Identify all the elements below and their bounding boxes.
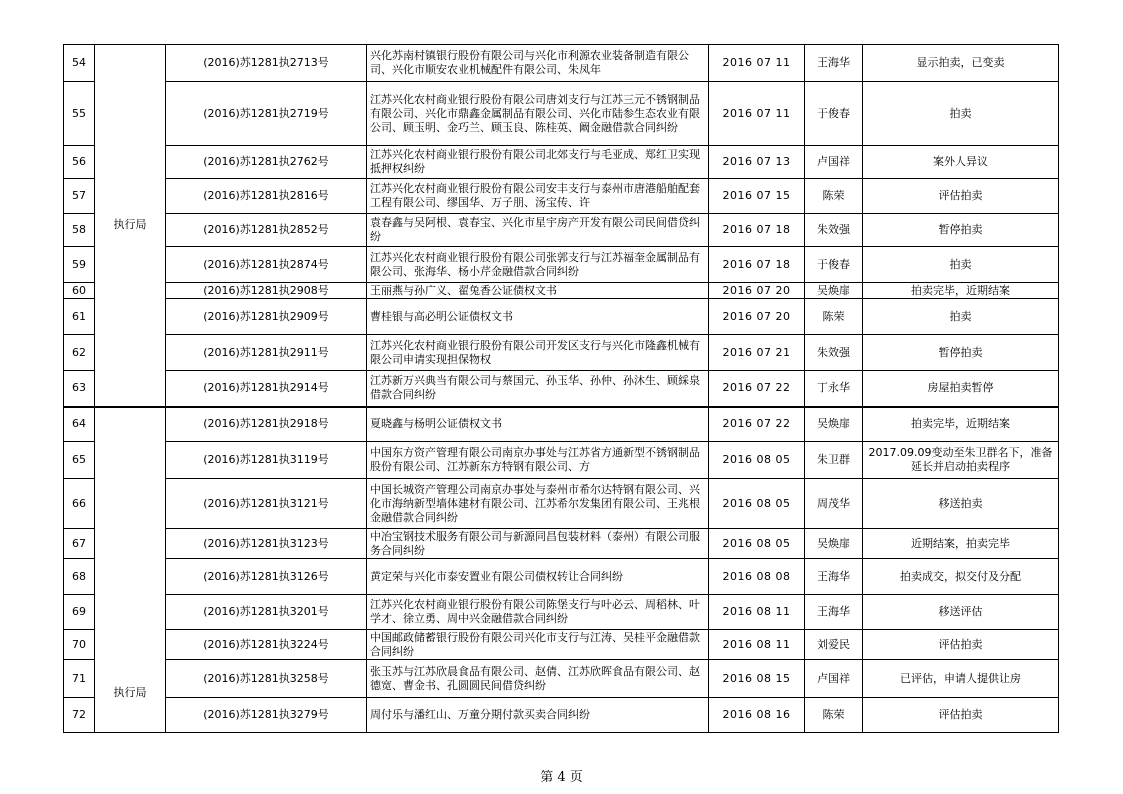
parties-text: 江苏兴化农村商业银行股份有限公司北郊支行与毛亚成、郑红卫实现抵押权纠纷 bbox=[370, 148, 700, 175]
case-number: (2016)苏1281执2918号 bbox=[166, 407, 367, 442]
parties-cell bbox=[367, 247, 709, 283]
status-cell: 评估拍卖 bbox=[863, 179, 1059, 214]
table-row bbox=[64, 247, 1059, 283]
table-row bbox=[64, 529, 1059, 559]
table-row bbox=[64, 630, 1059, 660]
parties-text: 江苏兴化农村商业银行股份有限公司开发区支行与兴化市隆鑫机械有限公司申请实现担保物权 bbox=[370, 338, 700, 366]
judge-name: 王海华 bbox=[805, 45, 863, 82]
parties-text: 中国长城资产管理公司南京办事处与泰州市希尔达特钢有限公司、兴化市海纳新型墙体建材有限公司、江苏希尔发集团有限公司、王兆根金融借款合同纠纷 bbox=[370, 482, 700, 524]
parties-cell bbox=[367, 630, 709, 660]
filing-date: 2016 07 18 bbox=[709, 214, 805, 247]
parties-text: 中冶宝钢技术服务有限公司与新源同昌包装材料（泰州）有限公司服务合同纠纷 bbox=[370, 529, 700, 557]
case-number: (2016)苏1281执3119号 bbox=[166, 442, 367, 479]
case-number: (2016)苏1281执2911号 bbox=[166, 335, 367, 371]
parties-cell bbox=[367, 335, 709, 371]
judge-name: 王海华 bbox=[805, 595, 863, 630]
case-table-body bbox=[64, 45, 1059, 733]
table-row bbox=[64, 479, 1059, 529]
parties-cell bbox=[367, 595, 709, 630]
table-row bbox=[64, 335, 1059, 371]
filing-date: 2016 07 20 bbox=[709, 283, 805, 299]
parties-text: 江苏兴化农村商业银行股份有限公司张郭支行与江苏福奎金属制品有限公司、张海华、杨小芹金融借款合同纠纷 bbox=[370, 250, 700, 278]
row-number: 67 bbox=[64, 529, 95, 559]
parties-text: 江苏兴化农村商业银行股份有限公司陈堡支行与叶必云、周稻林、叶学才、徐立勇、周中兴金融借款合同纠纷 bbox=[370, 598, 700, 625]
parties-cell bbox=[367, 214, 709, 247]
row-number: 56 bbox=[64, 146, 95, 179]
parties-text: 张玉苏与江苏欣晨食品有限公司、赵倩、江苏欣晖食品有限公司、赵德宽、曹金书、孔圆圆民间借贷纠纷 bbox=[370, 664, 700, 692]
parties-cell bbox=[367, 45, 709, 82]
filing-date: 2016 08 05 bbox=[709, 479, 805, 529]
status-cell: 移送拍卖 bbox=[863, 479, 1059, 529]
status-cell: 评估拍卖 bbox=[863, 630, 1059, 660]
judge-name: 吴焕扉 bbox=[805, 407, 863, 442]
parties-text: 王丽燕与孙广义、翟兔香公证债权文书 bbox=[370, 283, 557, 297]
row-number: 72 bbox=[64, 698, 95, 733]
row-number: 61 bbox=[64, 299, 95, 335]
parties-cell bbox=[367, 559, 709, 595]
judge-name: 卢国祥 bbox=[805, 660, 863, 698]
status-cell: 显示拍卖，已变卖 bbox=[863, 45, 1059, 82]
case-number: (2016)苏1281执2908号 bbox=[166, 283, 367, 299]
status-cell: 2017.09.09变动至朱卫群名下，准备延长并启动拍卖程序 bbox=[863, 442, 1059, 479]
parties-cell bbox=[367, 371, 709, 407]
status-cell: 移送评估 bbox=[863, 595, 1059, 630]
status-cell: 拍卖 bbox=[863, 299, 1059, 335]
judge-name: 朱效强 bbox=[805, 214, 863, 247]
table-row bbox=[64, 595, 1059, 630]
filing-date: 2016 08 08 bbox=[709, 559, 805, 595]
parties-text: 中国东方资产管理有限公司南京办事处与江苏省方通新型不锈钢制品股份有限公司、江苏新东方特钢有限公司、方 bbox=[370, 446, 700, 473]
judge-name: 于俊春 bbox=[805, 82, 863, 146]
table-row bbox=[64, 82, 1059, 146]
table-row bbox=[64, 45, 1059, 82]
judge-name: 陈荣 bbox=[805, 179, 863, 214]
filing-date: 2016 08 15 bbox=[709, 660, 805, 698]
filing-date: 2016 08 05 bbox=[709, 529, 805, 559]
parties-text: 江苏兴化农村商业银行股份有限公司安丰支行与泰州市唐港船舶配套工程有限公司、缪国华、万子朋、汤宝传、许 bbox=[370, 182, 700, 209]
row-number: 68 bbox=[64, 559, 95, 595]
case-number: (2016)苏1281执2909号 bbox=[166, 299, 367, 335]
filing-date: 2016 07 21 bbox=[709, 335, 805, 371]
table-row bbox=[64, 559, 1059, 595]
case-number: (2016)苏1281执3123号 bbox=[166, 529, 367, 559]
case-number: (2016)苏1281执3201号 bbox=[166, 595, 367, 630]
status-cell: 拍卖完毕，近期结案 bbox=[863, 283, 1059, 299]
filing-date: 2016 07 22 bbox=[709, 407, 805, 442]
case-number: (2016)苏1281执2816号 bbox=[166, 179, 367, 214]
parties-text: 曹桂银与高必明公证债权文书 bbox=[370, 309, 513, 323]
status-cell: 拍卖 bbox=[863, 82, 1059, 146]
filing-date: 2016 07 18 bbox=[709, 247, 805, 283]
judge-name: 吴焕扉 bbox=[805, 283, 863, 299]
table-row bbox=[64, 179, 1059, 214]
judge-name: 朱效强 bbox=[805, 335, 863, 371]
row-number: 59 bbox=[64, 247, 95, 283]
case-number: (2016)苏1281执2914号 bbox=[166, 371, 367, 407]
row-number: 69 bbox=[64, 595, 95, 630]
case-number: (2016)苏1281执2852号 bbox=[166, 214, 367, 247]
row-number: 62 bbox=[64, 335, 95, 371]
judge-name: 丁永华 bbox=[805, 371, 863, 407]
parties-text: 江苏兴化农村商业银行股份有限公司唐刘支行与江苏三元不锈钢制品有限公司、兴化市鼎鑫金属制品有限公司、兴化市陆参生态农业有限公司、顾玉明、金巧兰、顾玉良、陈桂英、阚金融借款合同纠纷 bbox=[370, 92, 700, 134]
judge-name: 王海华 bbox=[805, 559, 863, 595]
judge-name: 刘爱民 bbox=[805, 630, 863, 660]
parties-cell bbox=[367, 698, 709, 733]
row-number: 70 bbox=[64, 630, 95, 660]
parties-cell bbox=[367, 146, 709, 179]
status-cell: 拍卖 bbox=[863, 247, 1059, 283]
parties-cell bbox=[367, 479, 709, 529]
table-row bbox=[64, 283, 1059, 299]
status-cell: 案外人异议 bbox=[863, 146, 1059, 179]
table-row bbox=[64, 214, 1059, 247]
table-row bbox=[64, 442, 1059, 479]
filing-date: 2016 07 20 bbox=[709, 299, 805, 335]
filing-date: 2016 08 16 bbox=[709, 698, 805, 733]
row-number: 55 bbox=[64, 82, 95, 146]
parties-text: 中国邮政储蓄银行股份有限公司兴化市支行与江涛、吴桂平金融借款合同纠纷 bbox=[370, 630, 700, 658]
case-number: (2016)苏1281执3258号 bbox=[166, 660, 367, 698]
table-row bbox=[64, 698, 1059, 733]
judge-name: 卢国祥 bbox=[805, 146, 863, 179]
case-number: (2016)苏1281执2713号 bbox=[166, 45, 367, 82]
filing-date: 2016 07 11 bbox=[709, 45, 805, 82]
case-number: (2016)苏1281执3126号 bbox=[166, 559, 367, 595]
parties-text: 袁春鑫与吴阿根、袁春宝、兴化市星宇房产开发有限公司民间借贷纠纷 bbox=[370, 216, 700, 243]
status-cell: 已评估，申请人提供让房 bbox=[863, 660, 1059, 698]
parties-text: 周付乐与潘红山、万童分期付款买卖合同纠纷 bbox=[370, 708, 590, 721]
filing-date: 2016 07 22 bbox=[709, 371, 805, 407]
parties-cell bbox=[367, 660, 709, 698]
filing-date: 2016 08 11 bbox=[709, 630, 805, 660]
parties-cell bbox=[367, 407, 709, 442]
judge-name: 周茂华 bbox=[805, 479, 863, 529]
row-number: 63 bbox=[64, 371, 95, 407]
table-row bbox=[64, 299, 1059, 335]
parties-text: 兴化苏南村镇银行股份有限公司与兴化市利源农业装备制造有限公司、兴化市顺安农业机械配件有限公司、朱凤年 bbox=[370, 49, 689, 76]
status-cell: 暂停拍卖 bbox=[863, 214, 1059, 247]
status-cell: 拍卖成交，拟交付及分配 bbox=[863, 559, 1059, 595]
status-cell: 暂停拍卖 bbox=[863, 335, 1059, 371]
parties-cell bbox=[367, 82, 709, 146]
parties-cell bbox=[367, 442, 709, 479]
judge-name: 陈荣 bbox=[805, 299, 863, 335]
status-cell: 房屋拍卖暂停 bbox=[863, 371, 1059, 407]
parties-cell bbox=[367, 299, 709, 335]
case-table bbox=[63, 44, 1059, 733]
status-cell: 评估拍卖 bbox=[863, 698, 1059, 733]
case-number: (2016)苏1281执3279号 bbox=[166, 698, 367, 733]
table-row bbox=[64, 371, 1059, 407]
judge-name: 朱卫群 bbox=[805, 442, 863, 479]
case-number: (2016)苏1281执3121号 bbox=[166, 479, 367, 529]
parties-text: 夏晓鑫与杨明公证债权文书 bbox=[370, 417, 502, 431]
filing-date: 2016 07 15 bbox=[709, 179, 805, 214]
row-number: 54 bbox=[64, 45, 95, 82]
row-number: 57 bbox=[64, 179, 95, 214]
case-number: (2016)苏1281执2874号 bbox=[166, 247, 367, 283]
judge-name: 吴焕扉 bbox=[805, 529, 863, 559]
status-cell: 拍卖完毕，近期结案 bbox=[863, 407, 1059, 442]
parties-text: 黄定荣与兴化市泰安置业有限公司债权转让合同纠纷 bbox=[370, 569, 623, 583]
parties-cell bbox=[367, 179, 709, 214]
parties-cell bbox=[367, 529, 709, 559]
filing-date: 2016 08 05 bbox=[709, 442, 805, 479]
row-number: 65 bbox=[64, 442, 95, 479]
filing-date: 2016 07 13 bbox=[709, 146, 805, 179]
status-cell: 近期结案，拍卖完毕 bbox=[863, 529, 1059, 559]
case-number: (2016)苏1281执2762号 bbox=[166, 146, 367, 179]
row-number: 66 bbox=[64, 479, 95, 529]
table-row bbox=[64, 146, 1059, 179]
filing-date: 2016 07 11 bbox=[709, 82, 805, 146]
case-number: (2016)苏1281执2719号 bbox=[166, 82, 367, 146]
row-number: 64 bbox=[64, 407, 95, 442]
parties-cell bbox=[367, 283, 709, 299]
judge-name: 陈荣 bbox=[805, 698, 863, 733]
parties-text: 江苏新万兴典当有限公司与蔡国元、孙玉华、孙仲、孙沐生、顾綵泉借款合同纠纷 bbox=[370, 374, 700, 402]
table-row bbox=[64, 660, 1059, 698]
department-cell: 执行局 bbox=[95, 407, 166, 733]
filing-date: 2016 08 11 bbox=[709, 595, 805, 630]
row-number: 58 bbox=[64, 214, 95, 247]
page-number: 第 4 页 bbox=[540, 770, 583, 785]
table-row bbox=[64, 407, 1059, 442]
row-number: 60 bbox=[64, 283, 95, 299]
department-cell: 执行局 bbox=[95, 45, 166, 407]
row-number: 71 bbox=[64, 660, 95, 698]
judge-name: 于俊春 bbox=[805, 247, 863, 283]
case-number: (2016)苏1281执3224号 bbox=[166, 630, 367, 660]
